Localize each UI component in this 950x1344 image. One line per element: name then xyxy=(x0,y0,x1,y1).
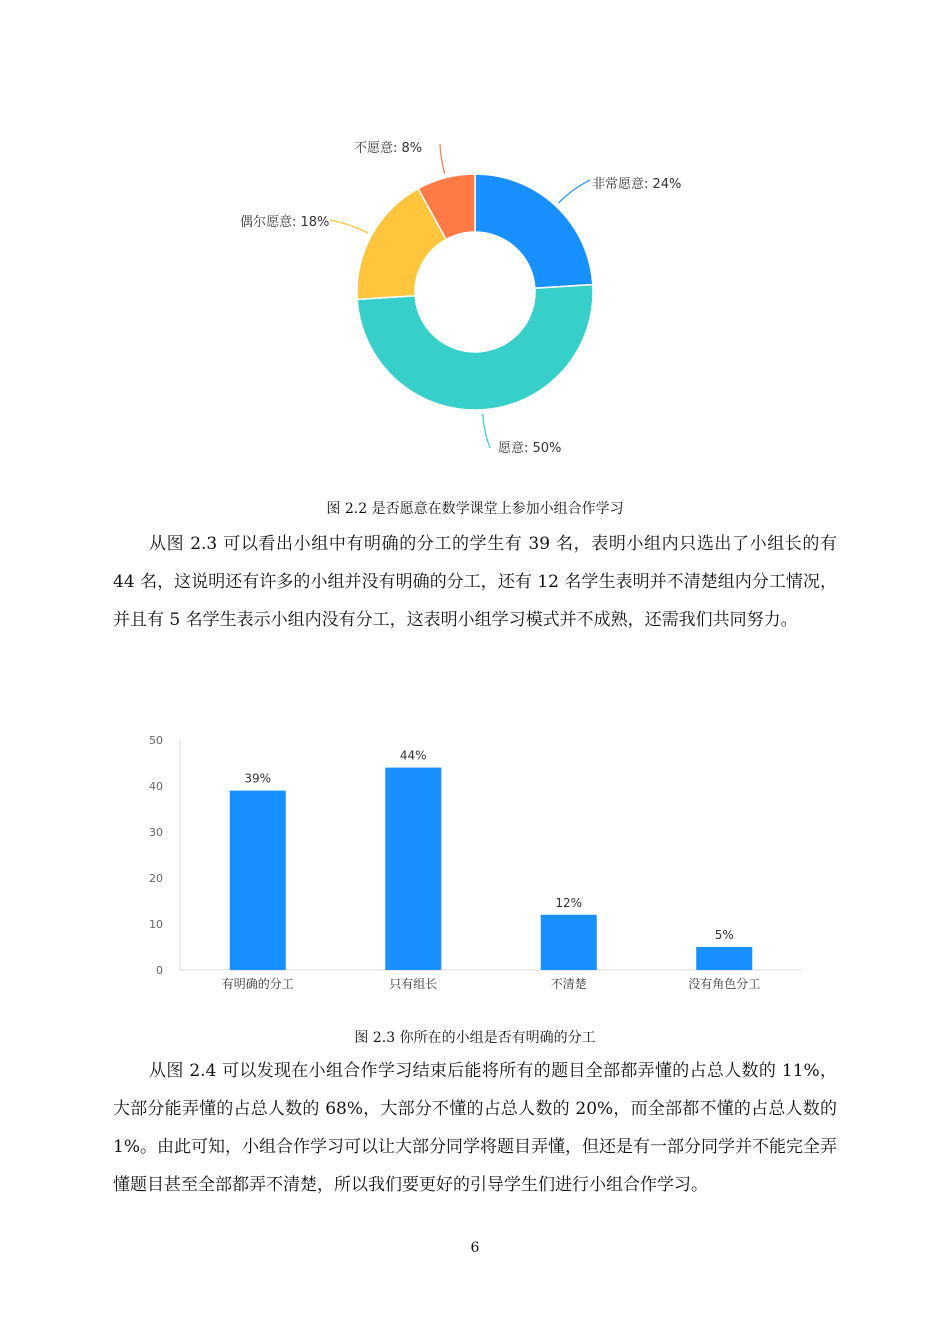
donut-leader-2 xyxy=(330,220,368,233)
bar-2 xyxy=(541,915,597,970)
donut-leader-0 xyxy=(559,180,590,203)
x-category-label-0: 有明确的分工 xyxy=(221,977,294,991)
bar-data-label-2: 12% xyxy=(555,895,583,910)
donut-label-0: 非常愿意: 24% xyxy=(592,177,682,192)
x-category-label-2: 不清楚 xyxy=(550,977,587,991)
donut-leader-1 xyxy=(483,414,490,448)
bar-data-label-1: 44% xyxy=(399,748,427,763)
y-tick-label: 20 xyxy=(149,872,163,885)
bar-1 xyxy=(385,768,441,970)
y-tick-label: 10 xyxy=(149,918,163,931)
x-category-label-3: 没有角色分工 xyxy=(688,977,761,991)
donut-chart xyxy=(0,120,950,480)
paragraph-1: 从图 2.3 可以看出小组中有明确的分工的学生有 39 名，表明小组内只选出了小组长的有 44 名，这说明还有许多的小组并没有明确的分工，还有 12 名学生表明并不清楚组内分工情况，并且有 5 名学生表示小组内没有分工，这表明小组学习模式并不成熟，还需我们共同努力。 xyxy=(113,534,837,630)
paragraph-2: 从图 2.4 可以发现在小组合作学习结束后能将所有的题目全部都弄懂的占总人数的 11%，大部分能弄懂的占总人数的 68%，大部分不懂的占总人数的 20%，而全部都不懂的占总人数的 1%。由此可知，小组合作学习可以让大部分同学将题目弄懂，但还是有一部分同学并不能完全弄懂题目甚至全部都弄不清楚，所以我们要更好的引导学生们进行小组合作学习。 xyxy=(113,1061,837,1195)
bar-chart xyxy=(0,720,950,1010)
x-category-label-1: 只有组长 xyxy=(389,977,438,991)
y-tick-label: 30 xyxy=(149,826,163,839)
bar-data-label-0: 39% xyxy=(244,771,272,786)
y-tick-label: 40 xyxy=(149,780,163,793)
y-tick-label: 50 xyxy=(149,734,163,747)
bar-data-label-3: 5% xyxy=(714,928,734,942)
bar-3 xyxy=(696,947,752,970)
donut-label-1: 愿意: 50% xyxy=(498,441,562,456)
figure-caption-2-3: 图 2.3 你所在的小组是否有明确的分工 xyxy=(354,1030,596,1046)
donut-leader-3 xyxy=(440,144,445,174)
y-tick-label: 0 xyxy=(156,964,163,977)
donut-slice-1 xyxy=(357,285,593,410)
page-number: 6 xyxy=(470,1240,480,1256)
donut-label-3: 不愿意: 8% xyxy=(354,141,423,156)
bar-0 xyxy=(230,791,286,970)
donut-slice-0 xyxy=(475,174,593,288)
figure-caption-2-2: 图 2.2 是否愿意在数学课堂上参加小组合作学习 xyxy=(326,501,624,517)
donut-label-2: 偶尔愿意: 18% xyxy=(240,215,330,230)
